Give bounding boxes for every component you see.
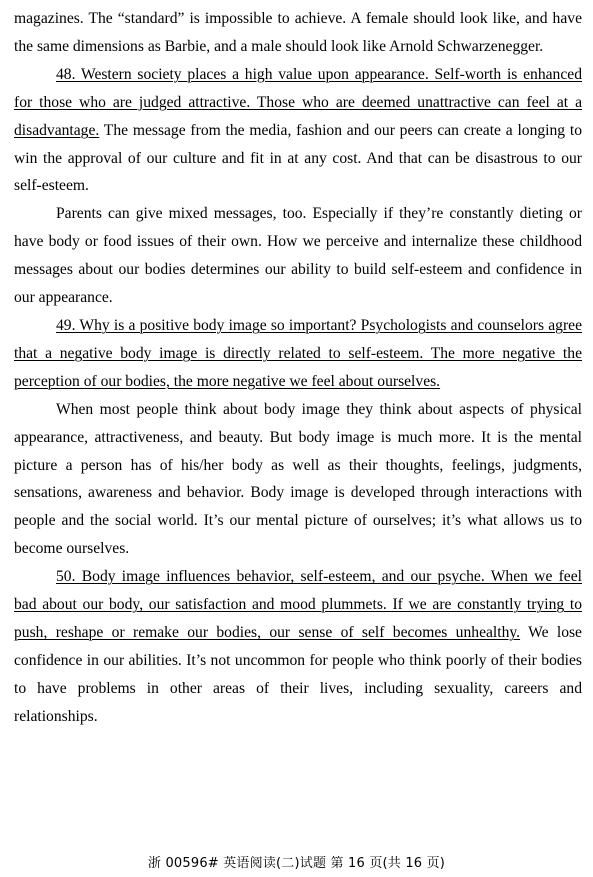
underlined-sentence-48: 48. Western society places a high value upon appearance. Self-worth is enhanced for those who are judged attractive. Those who are deemed unattractive can feel at a disadvantage. <box>14 65 582 139</box>
paragraph-body-image <box>14 396 582 563</box>
paragraph-text: The message from the media, fashion and our peers can create a longing to win the approval of our culture and fit in at any cost. And that can be disastrous to our self-esteem. <box>14 121 582 195</box>
paragraph-text: We lose confidence in our abilities. It’s not uncommon for people who think poorly of their bodies to have problems in other areas of their lives, including sexuality, careers and relationships. <box>14 623 582 725</box>
paragraph-text: When most people think about body image they think about aspects of physical appearance, attractiveness, and beauty. But body image is much more. It is the mental picture a person has of his/her body as well as their thoughts, feelings, judgments, sensations, awareness and behavior. Body image is developed through interactions with people and the social world. It’s our mental picture of ourselves; it’s what allows us to become ourselves. <box>14 400 582 558</box>
underlined-sentence-49: 49. Why is a positive body image so important? Psychologists and counselors agree that a negative body image is directly related to self-esteem. The more negative the perception of our bodies, the more negative we feel about ourselves. <box>14 316 582 390</box>
paragraph-parents <box>14 200 582 312</box>
underlined-sentence-50: 50. Body image influences behavior, self-esteem, and our psyche. When we feel bad about our body, our satisfaction and mood plummets. If we are constantly trying to push, reshape or remake our bodies, our sense of self becomes unhealthy. <box>14 568 582 641</box>
paragraph-1 <box>14 5 582 61</box>
paragraph-text: magazines. The “standard” is impossible to achieve. A female should look like, and have the same dimensions as Barbie, and a male should look like Arnold Schwarzenegger. <box>14 10 582 55</box>
paragraph-50 <box>14 563 582 730</box>
paragraph-text: Parents can give mixed messages, too. Especially if they’re constantly dieting or have body or food issues of their own. How we perceive and internalize these childhood messages about our bodies determines our ability to build self-esteem and confidence in our appearance. <box>14 205 582 307</box>
document-body <box>14 5 582 731</box>
page-footer: 浙 00596# 英语阅读(二)试题 第 16 页(共 16 页) <box>147 856 446 871</box>
paragraph-49 <box>14 312 582 396</box>
paragraph-48 <box>14 61 582 201</box>
